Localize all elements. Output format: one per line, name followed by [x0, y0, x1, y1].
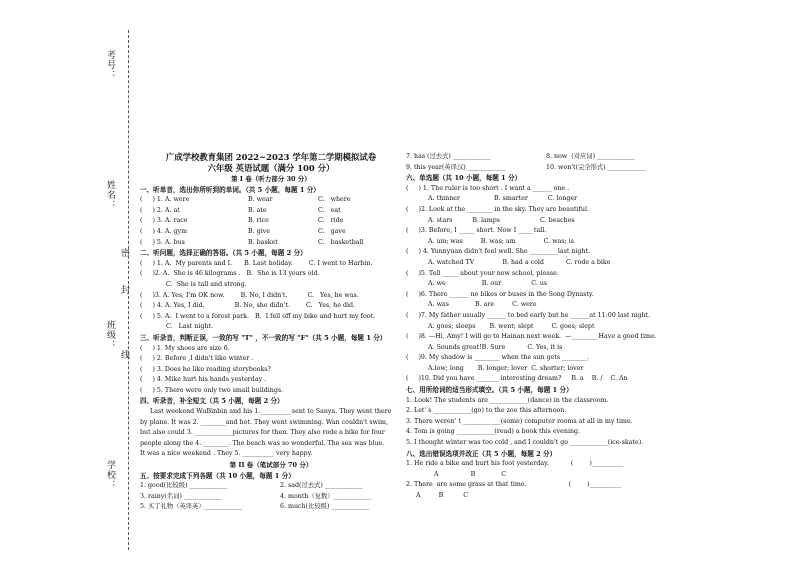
question-row-cell: 10. won't(完全形式) ____________	[546, 163, 646, 171]
question-line: ( )8. —Hi, Amy! I will go to Hainan next week. —________ Have a good time.	[406, 333, 657, 341]
question-line: A B C	[406, 470, 507, 478]
question-line: A. goes; sleeps B. went; slept C. goes; slept	[406, 322, 595, 330]
question-line: A. we B. our C. us	[406, 280, 548, 288]
right-column	[406, 152, 668, 502]
binding-margin	[90, 30, 130, 550]
question-line: ( )6. There ______ no bikes or buses in the Song Dynasty.	[406, 290, 594, 298]
question-row	[406, 163, 668, 174]
section-5-heading: 五、按要求完成下列各题（共 10 小题，每题 1 分）	[140, 471, 295, 480]
question-row-cell: C. gave	[318, 227, 346, 235]
question-row	[140, 502, 402, 513]
question-line: C. Last night.	[140, 323, 214, 331]
question-line: ( )3. A. Yes, I'm OK now. B. No, I didn't. C. Yes, he was.	[140, 291, 359, 299]
question-line: 1. He ride a bike and hurt his foot yesterday. ( )__________	[406, 460, 624, 468]
question-line: ( ) 5. A. I went to a forest park. B. I fell off my bike and hurt my foot.	[140, 312, 376, 320]
question-line: A. Sounds great!B. Sure C. Yes, it is	[406, 343, 563, 351]
seal-xian: 线	[119, 350, 129, 360]
question-line: 1. Look! The students are ____________(dance) in the classroom.	[406, 396, 609, 404]
passage-line: by plane. It was 2. ________and hot. They went swimming. Wan couldn't swim,	[140, 418, 388, 426]
question-line: ( )7. My father usually ______ to bed early but he ______at 11:00 last night.	[406, 311, 651, 319]
question-row-cell: ( ) 4. A. gym	[140, 227, 188, 235]
question-line: ( )3. Before, I _____ short. Now I _____tall.	[406, 227, 547, 235]
question-row-cell: B. basket	[248, 238, 278, 246]
seal-line	[128, 30, 129, 550]
question-line: ( )5. Tell _____ about your new school, please.	[406, 269, 559, 277]
section-5-items	[140, 481, 402, 513]
question-line: A. watched TV B. had a cold C. rode a bike	[406, 258, 611, 266]
question-line: A. stars B. lamps C. beaches	[406, 216, 575, 224]
part-one-heading: 第 I 卷（听力部分 30 分）	[231, 175, 311, 183]
question-line: ( ) 4. Mike hurt his hands yesterday .	[140, 376, 267, 384]
question-line: 4. Tom is going ____________(read) a book this evening.	[406, 428, 581, 436]
section-1-items	[140, 195, 402, 248]
section-2-items	[140, 259, 402, 333]
section-8-items	[406, 459, 668, 501]
question-row-cell: B. wear	[248, 196, 273, 204]
question-row-cell: 3. rainy(名词) ____________	[140, 492, 222, 500]
question-row-cell: B. give	[248, 227, 270, 235]
section-6-heading: 六、单选题（共 10 小题，每题 1 分）	[406, 174, 522, 183]
label-kaohao: 考号：	[105, 50, 115, 80]
question-row-cell: 9. this year(英译汉) ____________	[406, 163, 506, 171]
section-8-heading: 八、选出错误选项并改正（共 5 小题，每题 2 分）	[406, 449, 557, 458]
part-two-heading: 第 II 卷（笔试部分 70 分）	[229, 461, 313, 470]
question-line: A.low; long B. longer; lover C. shorter; lover	[406, 364, 584, 372]
question-row-cell: ( ) 3. A. race	[140, 217, 188, 225]
section-3-heading: 三、听录音，判断正误，一致的写 "T" ，不一致的写 "F"（共 5 小题，每题 1 分）	[140, 333, 387, 342]
question-row-cell: C. where	[318, 196, 351, 204]
question-line: 2. Let' s ____________(go) to the zoo this afternoon.	[406, 407, 567, 415]
question-line: ( ) 2. Before ,I didn't like winter .	[140, 355, 254, 363]
passage-line: Last weekend WuBinbin and his 1.__________sent to Sanya. They went there	[140, 408, 392, 416]
question-line: ( ) 1. The ruler is too short . I want a ______ one .	[406, 184, 570, 192]
question-line: A. was B. are C. were	[406, 301, 537, 309]
seal-feng: 封	[119, 285, 129, 295]
question-row	[140, 216, 402, 227]
section-7-heading: 七、用所给词的适当形式填空。（共 5 小题，每题 1 分）	[406, 386, 573, 395]
question-line: ( ) 4. Yunnyuan didn't feel well. She _________last night.	[406, 248, 591, 256]
question-line: A B C	[406, 492, 469, 499]
question-row-cell: ( ) 1. A. were	[140, 196, 190, 204]
section-6-items	[406, 184, 668, 385]
seal-mi: 密	[119, 248, 129, 258]
question-row-cell: C. ride	[318, 217, 344, 225]
section-1-heading: 一、听单音，选出你所听到的单词。（共 5 小题，每题 1 分）	[140, 185, 320, 194]
question-row-cell: 2. sad(过去式) ____________	[280, 482, 363, 490]
question-row-cell: 1. good(比较级) ____________	[140, 482, 228, 490]
question-line: A. am; was B. was; am C. was; is	[406, 237, 575, 245]
question-row-cell: 5. 买了礼物（英译英）____________	[140, 503, 243, 511]
passage-line: It was a nice weekend . They 5. __________ very happy.	[140, 450, 313, 458]
question-line: ( )2. A. She is 46 kilograms . B. She is 13 years old.	[140, 270, 320, 278]
label-banji: 班级：	[105, 320, 115, 350]
question-line: ( ) 1. My shoes are size 6.	[140, 344, 230, 352]
question-line: 2. There are some grass at that time. ( )__________	[406, 481, 622, 489]
question-row-cell: 7. has (过去式) ____________	[406, 153, 491, 160]
question-row-cell: 4. month（复数）____________	[280, 492, 372, 500]
question-line: C. She is tall and strong.	[140, 280, 247, 288]
question-row	[140, 206, 402, 217]
question-line: A. thinner B. smarter C. longer	[406, 195, 578, 203]
section-2-heading: 二、听问题，选择正确的答语。（共 5 小题，每题 2 分）	[140, 249, 307, 258]
question-row-cell: B. rice	[248, 217, 269, 225]
question-row	[140, 227, 402, 238]
question-line: ( )9. My shadow is ________ when the sun gets ________.	[406, 354, 590, 362]
question-line: ( ) 3. Does he like reading storybooks?	[140, 365, 271, 373]
question-line: ( ) 1. A. My parents and I. B. Last holiday. C. I went to Harbin.	[140, 259, 373, 267]
question-row	[140, 238, 402, 249]
label-xingming: 姓名：	[105, 180, 115, 210]
section-5-items-continued	[406, 152, 668, 173]
question-row-cell: C. basketball	[318, 238, 364, 246]
question-line: 5. I thought winter was too cold , and I couldn't go ____________(ice-skate).	[406, 439, 644, 447]
section-3-items	[140, 344, 402, 397]
exam-subtitle: 六年级 英语试题（满分 100 分）	[207, 163, 335, 173]
question-row-cell: ( ) 5. A. bus	[140, 238, 185, 246]
label-xuexiao: 学校：	[105, 460, 115, 490]
question-line: ( )2. Look at the ________ in the sky. They are beautiful.	[406, 205, 590, 213]
question-row-cell: 6. much(比较级) ____________	[280, 503, 370, 511]
question-row-cell: B. ate	[248, 206, 267, 214]
passage-line: but also could 3. ____________pictures for then. They also rode a bike for four	[140, 429, 385, 437]
section-4-passage	[140, 407, 402, 460]
question-line: ( ) 4. A. Yes, I did. B. No, she didn't. C. Yes, he did.	[140, 302, 356, 310]
question-line: ( ) 5. There were only two small buildings.	[140, 386, 284, 394]
question-row	[140, 481, 402, 492]
question-row-cell: ( ) 2. A. at	[140, 206, 180, 214]
passage-line: people along the 4. ________. The beach was so wonderful. The sea was blue.	[140, 439, 385, 447]
question-line: ( )10. Did you have _______ interesting dream? B. a B. / C. An	[406, 375, 628, 383]
section-7-items	[406, 396, 668, 449]
left-column	[140, 152, 402, 513]
question-line: 3. There weren' t ____________(some) computer rooms at all in my time.	[406, 417, 633, 425]
question-row-cell: 8. now (对应词) ____________	[546, 153, 635, 160]
exam-title: 广成学校教育集团 2022~2023 学年第二学期模拟试卷	[165, 152, 377, 162]
question-row	[140, 195, 402, 206]
section-4-heading: 四、听录音，补全短文（共 5 小题，每题 2 分）	[140, 397, 284, 406]
question-row-cell: C. eat	[318, 206, 341, 214]
question-row	[406, 152, 668, 163]
question-row	[140, 492, 402, 503]
